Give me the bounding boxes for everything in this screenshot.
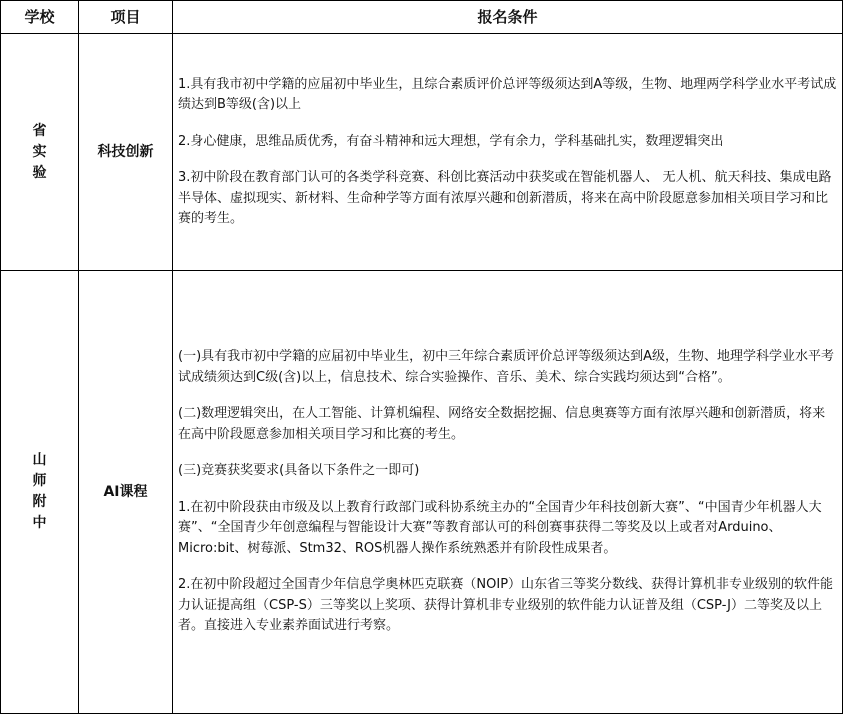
conditions-cell — [173, 271, 843, 714]
condition-item: 3.初中阶段在教育部门认可的各类学科竞赛、科创比赛活动中获奖或在智能机器人、 无人机、航天科技、集成电路半导体、虚拟现实、新材料、生命种学等方面有浓厚兴趣和创新潜质，将来在高中阶段愿意参加相关项目学习和比赛的考生。 — [178, 170, 832, 226]
header-conditions: 报名条件 — [173, 1, 843, 34]
condition-item: 2.在初中阶段超过全国青少年信息学奥林匹克联赛（NOIP）山东省三等奖分数线、获得计算机非专业级别的软件能力认证提高组（CSP-S）三等奖以上奖项、获得计算机非专业级别的软件能力认证普及组（CSP-J）二等奖及以上者。直接进入专业素养面试进行考察。 — [178, 577, 834, 634]
school-cell: 省 实 验 — [1, 34, 79, 271]
header-school: 学校 — [1, 1, 79, 34]
school-cell: 山 师 附 中 — [1, 271, 79, 714]
conditions-cell — [173, 34, 843, 271]
condition-item: 2.身心健康，思维品质优秀，有奋斗精神和远大理想，学有余力，学科基础扎实，数理逻辑突出 — [178, 133, 724, 149]
header-row — [1, 1, 843, 34]
table-row — [1, 34, 843, 271]
project-cell: AI课程 — [79, 271, 173, 714]
condition-item: (一)具有我市初中学籍的应届初中毕业生，初中三年综合素质评价总评等级须达到A级，生物、地理学科学业水平考试成绩须达到C级(含)以上，信息技术、综合实验操作、音乐、美术、综合实践均须达到“合格”。 — [178, 349, 835, 385]
condition-item: (三)竞赛获奖要求(具备以下条件之一即可) — [178, 463, 420, 479]
condition-item: (二)数理逻辑突出，在人工智能、计算机编程、网络安全数据挖掘、信息奥赛等方面有浓厚兴趣和创新潜质，将来在高中阶段愿意参加相关项目学习和比赛的考生。 — [178, 406, 826, 442]
header-project: 项目 — [79, 1, 173, 34]
condition-item: 1.在初中阶段获由市级及以上教育行政部门或科协系统主办的“全国青少年科技创新大赛”、“中国青少年机器人大赛”、“全国青少年创意编程与智能设计大赛”等教育部认可的科创赛事获得二等奖及以上或者对Arduino、Micro:bit、树莓派、Stm32、ROS机器人操作系统熟悉并有阶段性成果者。 — [178, 499, 822, 556]
condition-item: 1.具有我市初中学籍的应届初中毕业生，且综合素质评价总评等级须达到A等级，生物、地理两学科学业水平考试成绩达到B等级(含)以上 — [178, 76, 837, 112]
table-row — [1, 271, 843, 714]
project-cell: 科技创新 — [79, 34, 173, 271]
